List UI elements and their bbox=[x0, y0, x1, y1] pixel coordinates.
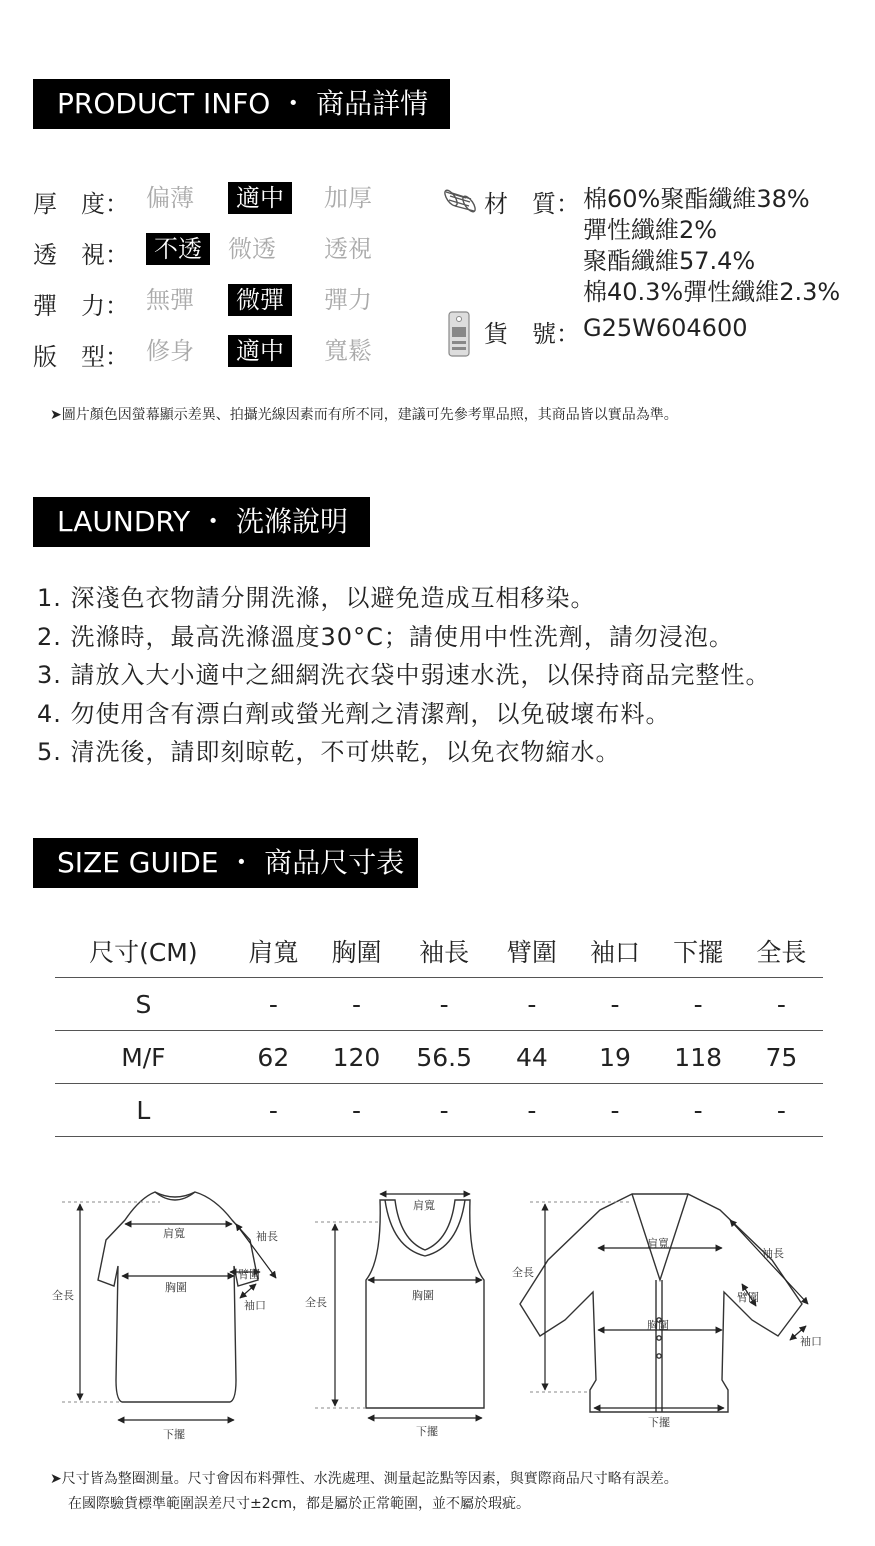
material-label: 材 質： bbox=[484, 190, 580, 218]
size-value-cell: 75 bbox=[740, 1031, 823, 1084]
size-column-header: 肩寬 bbox=[232, 925, 315, 978]
laundry-item: 3. 請放入大小適中之細網洗衣袋中弱速水洗，以保持商品完整性。 bbox=[37, 661, 771, 689]
cardigan-cuff-label: 袖口 bbox=[800, 1335, 822, 1348]
size-column-header: 下擺 bbox=[657, 925, 740, 978]
attribute-option-selected: 不透 bbox=[146, 233, 210, 265]
tshirt-shoulder-label: 肩寬 bbox=[163, 1227, 185, 1240]
laundry-item: 2. 洗滌時，最高洗滌溫度30°C；請使用中性洗劑，請勿浸泡。 bbox=[37, 622, 734, 651]
size-value-cell: 56.5 bbox=[398, 1031, 490, 1084]
tank-chest-label: 胸圍 bbox=[412, 1289, 434, 1302]
product-info-header: PRODUCT INFO ・ 商品詳情 bbox=[33, 79, 450, 129]
cardigan-sleeve-label: 袖長 bbox=[762, 1247, 784, 1260]
size-guide-header: SIZE GUIDE ・ 商品尺寸表 bbox=[33, 838, 418, 888]
laundry-header: LAUNDRY ・ 洗滌說明 bbox=[33, 497, 370, 547]
size-value-cell: 44 bbox=[490, 1031, 573, 1084]
attribute-label: 厚 度： bbox=[33, 190, 129, 218]
cardigan-hem-label: 下擺 bbox=[648, 1416, 670, 1429]
size-table bbox=[55, 925, 823, 1137]
size-note-line-2: 在國際驗貨標準範圍誤差尺寸±2cm，都是屬於正常範圍，並不屬於瑕疵。 bbox=[68, 1496, 530, 1512]
size-value-cell: 118 bbox=[657, 1031, 740, 1084]
attribute-option: 無彈 bbox=[146, 286, 194, 314]
attribute-option-selected: 適中 bbox=[228, 182, 292, 214]
size-value-cell: - bbox=[740, 1084, 823, 1137]
sku-value: G25W604600 bbox=[583, 314, 748, 342]
table-row bbox=[55, 978, 823, 1031]
size-table-header bbox=[55, 925, 823, 978]
size-value-cell: - bbox=[398, 1084, 490, 1137]
size-column-header: 袖口 bbox=[573, 925, 656, 978]
size-name-cell: M/F bbox=[55, 1031, 232, 1084]
size-column-header: 胸圍 bbox=[315, 925, 398, 978]
attribute-label: 版 型： bbox=[33, 343, 129, 371]
attribute-option: 彈力 bbox=[324, 286, 372, 314]
size-value-cell: 120 bbox=[315, 1031, 398, 1084]
size-value-cell: - bbox=[490, 978, 573, 1031]
tank-outline bbox=[366, 1200, 484, 1408]
size-value-cell: - bbox=[573, 978, 656, 1031]
attribute-option: 微透 bbox=[228, 235, 276, 263]
tshirt-arm-label: 臂圍 bbox=[238, 1268, 260, 1281]
laundry-item: 1. 深淺色衣物請分開洗滌，以避免造成互相移染。 bbox=[37, 584, 596, 612]
material-value bbox=[583, 184, 840, 308]
size-column-header: 袖長 bbox=[398, 925, 490, 978]
size-column-header: 臂圍 bbox=[490, 925, 573, 978]
size-name-cell: S bbox=[55, 978, 232, 1031]
attribute-option: 透視 bbox=[324, 235, 372, 263]
table-row bbox=[55, 1084, 823, 1137]
laundry-item: 5. 清洗後，請即刻晾乾，不可烘乾，以免衣物縮水。 bbox=[37, 738, 621, 766]
size-value-cell: - bbox=[573, 1084, 656, 1137]
attribute-option: 偏薄 bbox=[146, 184, 194, 212]
size-value-cell: 62 bbox=[232, 1031, 315, 1084]
size-value-cell: - bbox=[657, 1084, 740, 1137]
tshirt-hem-label: 下擺 bbox=[163, 1428, 185, 1441]
size-note-line-1: ➤尺寸皆為整圈測量。尺寸會因布料彈性、水洗處理、測量起訖點等因素，與實際商品尺寸略有誤差。 bbox=[50, 1471, 678, 1487]
tshirt-chest-label: 胸圍 bbox=[165, 1281, 187, 1294]
size-table-body bbox=[55, 978, 823, 1137]
tank-hem-label: 下擺 bbox=[416, 1425, 438, 1438]
attribute-option-selected: 微彈 bbox=[228, 284, 292, 316]
tag-icon bbox=[446, 309, 472, 359]
attribute-option: 寬鬆 bbox=[324, 337, 372, 365]
sku-label: 貨 號： bbox=[484, 320, 580, 348]
laundry-item: 4. 勿使用含有漂白劑或螢光劑之清潔劑，以免破壞布料。 bbox=[37, 699, 671, 728]
tank-shoulder-label: 肩寬 bbox=[413, 1199, 435, 1212]
attribute-option: 修身 bbox=[146, 337, 194, 365]
cardigan-outline bbox=[520, 1194, 802, 1412]
size-value-cell: - bbox=[398, 978, 490, 1031]
size-value-cell: - bbox=[657, 978, 740, 1031]
cardigan-chest-label: 胸圍 bbox=[647, 1319, 669, 1332]
attribute-label: 彈 力： bbox=[33, 292, 129, 320]
color-disclaimer: ➤圖片顏色因螢幕顯示差異、拍攝光線因素而有所不同，建議可先參考單品照，其商品皆以實品為準。 bbox=[50, 407, 678, 423]
size-column-header: 全長 bbox=[740, 925, 823, 978]
size-column-header: 尺寸(CM) bbox=[55, 925, 232, 978]
size-value-cell: - bbox=[232, 978, 315, 1031]
material-line: 聚酯纖維57.4% bbox=[583, 247, 756, 275]
table-row bbox=[55, 1031, 823, 1084]
thread-spool-icon bbox=[442, 184, 480, 216]
measurement-diagrams bbox=[0, 1180, 875, 1450]
size-value-cell: - bbox=[315, 1084, 398, 1137]
size-value-cell: 19 bbox=[573, 1031, 656, 1084]
attribute-option: 加厚 bbox=[324, 184, 372, 212]
tshirt-cuff-label: 袖口 bbox=[244, 1299, 266, 1312]
tshirt-length-label: 全長 bbox=[52, 1289, 74, 1302]
size-value-cell: - bbox=[740, 978, 823, 1031]
material-line: 棉60%聚酯纖維38% bbox=[583, 185, 810, 213]
attribute-label: 透 視： bbox=[33, 241, 129, 269]
material-line: 彈性纖維2% bbox=[583, 216, 718, 244]
cardigan-shoulder-label: 肩寬 bbox=[647, 1237, 669, 1250]
size-value-cell: - bbox=[232, 1084, 315, 1137]
size-value-cell: - bbox=[315, 978, 398, 1031]
size-value-cell: - bbox=[490, 1084, 573, 1137]
tshirt-sleeve-label: 袖長 bbox=[256, 1230, 278, 1243]
size-name-cell: L bbox=[55, 1084, 232, 1137]
attribute-option-selected: 適中 bbox=[228, 335, 292, 367]
tank-length-label: 全長 bbox=[305, 1296, 327, 1309]
cardigan-arm-label: 臂圍 bbox=[737, 1291, 759, 1304]
material-line: 棉40.3%彈性纖維2.3% bbox=[583, 278, 841, 306]
cardigan-length-label: 全長 bbox=[512, 1266, 534, 1279]
